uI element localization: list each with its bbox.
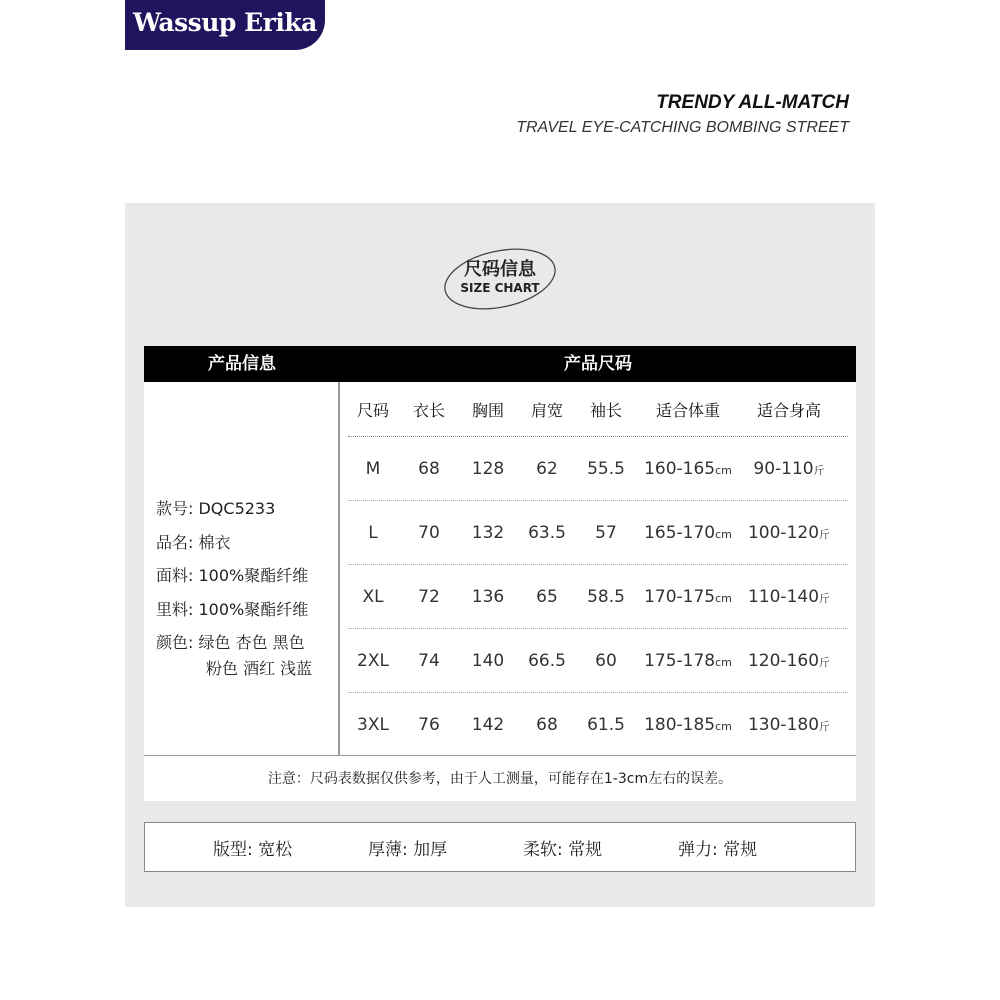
col-header: 衣长: [412, 400, 445, 420]
size-cell: [516, 651, 578, 671]
size-cell: [742, 459, 836, 479]
cell-unit: cm: [715, 591, 732, 605]
measurement-note: 注意：尺码表数据仅供参考，由于人工测量，可能存在1-3cm左右的误差。: [144, 755, 856, 801]
attr-softness: 柔软: 常规: [523, 839, 603, 860]
cell-unit: cm: [715, 463, 732, 477]
size-cell: [634, 459, 742, 479]
size-cell: [742, 523, 836, 543]
col-header: 尺码: [356, 400, 389, 420]
cell-value: 128: [471, 458, 505, 479]
size-row: [348, 565, 848, 629]
col-header: 适合体重: [655, 400, 720, 420]
col-header: 胸围: [471, 400, 504, 420]
size-cell: [398, 523, 460, 543]
size-cell: [460, 651, 516, 671]
size-chart-panel: [125, 203, 875, 907]
cell-unit: cm: [715, 720, 732, 733]
cell-value: 70: [418, 522, 440, 543]
size-cell: [398, 715, 460, 735]
attr-fit: 版型: 宽松: [213, 839, 293, 860]
size-cell: [398, 651, 460, 671]
cell-value: 142: [471, 715, 505, 735]
cell-value: 120-160: [747, 650, 820, 671]
cell-value: 68: [418, 458, 440, 479]
cell-value: 132: [471, 522, 505, 543]
tagline-subtitle: TRAVEL EYE-CATCHING BOMBING STREET: [516, 119, 849, 136]
attributes-box: [144, 822, 856, 872]
cell-value: 62: [536, 458, 558, 479]
size-cell: [578, 459, 634, 479]
size-cell: [634, 715, 742, 735]
size-cell: [578, 651, 634, 671]
product-info: [144, 382, 340, 755]
cell-value: 66.5: [528, 650, 566, 671]
cell-value: XL: [362, 586, 384, 607]
cell-value: 57: [595, 522, 617, 543]
cell-value: 63.5: [528, 522, 566, 543]
size-row: [348, 501, 848, 565]
cell-unit: cm: [715, 655, 732, 669]
size-cell: [742, 587, 836, 607]
cell-value: 68: [536, 715, 558, 735]
size-cell: [634, 587, 742, 607]
size-cell: [348, 459, 398, 479]
attr-elasticity: 弹力: 常规: [678, 839, 758, 860]
cell-value: 55.5: [587, 458, 625, 479]
cell-value: 180-185: [644, 715, 716, 735]
size-cell: [398, 587, 460, 607]
cell-unit: 斤: [819, 527, 831, 541]
cell-value: 65: [536, 586, 558, 607]
size-table: [144, 346, 856, 801]
cell-value: L: [368, 522, 378, 543]
size-cell: [516, 523, 578, 543]
size-cell: [398, 459, 460, 479]
header-product-size: 产品尺码: [564, 354, 632, 374]
cell-value: 136: [471, 586, 505, 607]
cell-value: 76: [418, 715, 440, 735]
cell-value: 3XL: [357, 715, 389, 735]
size-cell: [460, 715, 516, 735]
cell-value: 2XL: [357, 650, 389, 671]
cell-value: 165-170: [644, 522, 716, 543]
cell-unit: 斤: [819, 655, 831, 669]
size-grid: [340, 382, 856, 755]
size-cell: [516, 715, 578, 735]
info-colors-cont: 粉色 酒红 浅蓝: [206, 658, 313, 678]
cell-unit: 斤: [813, 463, 825, 477]
cell-value: 61.5: [587, 715, 625, 735]
size-chart-badge: [441, 243, 559, 313]
info-name: 品名: 棉衣: [156, 532, 231, 552]
size-cell: [742, 651, 836, 671]
cell-value: 140: [471, 650, 505, 671]
size-cell: [742, 715, 836, 735]
col-header: 适合身高: [756, 400, 821, 420]
col-header: 肩宽: [530, 400, 563, 420]
badge-title-en: SIZE CHART: [460, 281, 540, 295]
cell-value: 90-110: [753, 458, 814, 479]
size-cell: [516, 587, 578, 607]
table-header: [144, 346, 856, 382]
size-cell: [516, 459, 578, 479]
size-cell: [578, 715, 634, 735]
col-header: 袖长: [589, 400, 622, 420]
cell-value: 110-140: [747, 586, 820, 607]
size-column-headers: [348, 382, 848, 437]
size-cell: [348, 587, 398, 607]
cell-value: 72: [418, 586, 440, 607]
cell-value: 160-165: [644, 458, 716, 479]
cell-value: 74: [418, 650, 440, 671]
size-cell: [634, 523, 742, 543]
cell-value: 130-180: [747, 715, 820, 735]
size-cell: [460, 523, 516, 543]
cell-unit: cm: [715, 527, 732, 541]
cell-value: 175-178: [644, 650, 716, 671]
brand-logo: Wassup Erika: [125, 0, 325, 50]
info-colors: 颜色: 绿色 杏色 黑色: [156, 633, 305, 652]
size-cell: [460, 587, 516, 607]
size-cell: [348, 523, 398, 543]
info-lining: 里料: 100%聚酯纤维: [156, 599, 309, 619]
size-cell: [348, 715, 398, 735]
cell-value: 58.5: [587, 586, 625, 607]
cell-value: 170-175: [644, 586, 716, 607]
cell-value: 60: [595, 650, 617, 671]
cell-value: M: [365, 458, 381, 479]
cell-unit: 斤: [819, 720, 831, 733]
tagline-title: TRENDY ALL-MATCH: [656, 92, 849, 113]
info-fabric: 面料: 100%聚酯纤维: [156, 566, 309, 585]
size-cell: [460, 459, 516, 479]
header-product-info: 产品信息: [208, 354, 276, 374]
attr-thickness: 厚薄: 加厚: [368, 839, 448, 860]
size-cell: [578, 523, 634, 543]
size-cell: [348, 651, 398, 671]
cell-value: 100-120: [747, 522, 820, 543]
size-row: [348, 437, 848, 501]
size-cell: [578, 587, 634, 607]
info-style-no: 款号: DQC5233: [156, 499, 276, 518]
cell-unit: 斤: [819, 591, 831, 605]
badge-title-cn: 尺码信息: [464, 259, 536, 280]
size-row: [348, 693, 848, 757]
size-row: [348, 629, 848, 693]
size-cell: [634, 651, 742, 671]
